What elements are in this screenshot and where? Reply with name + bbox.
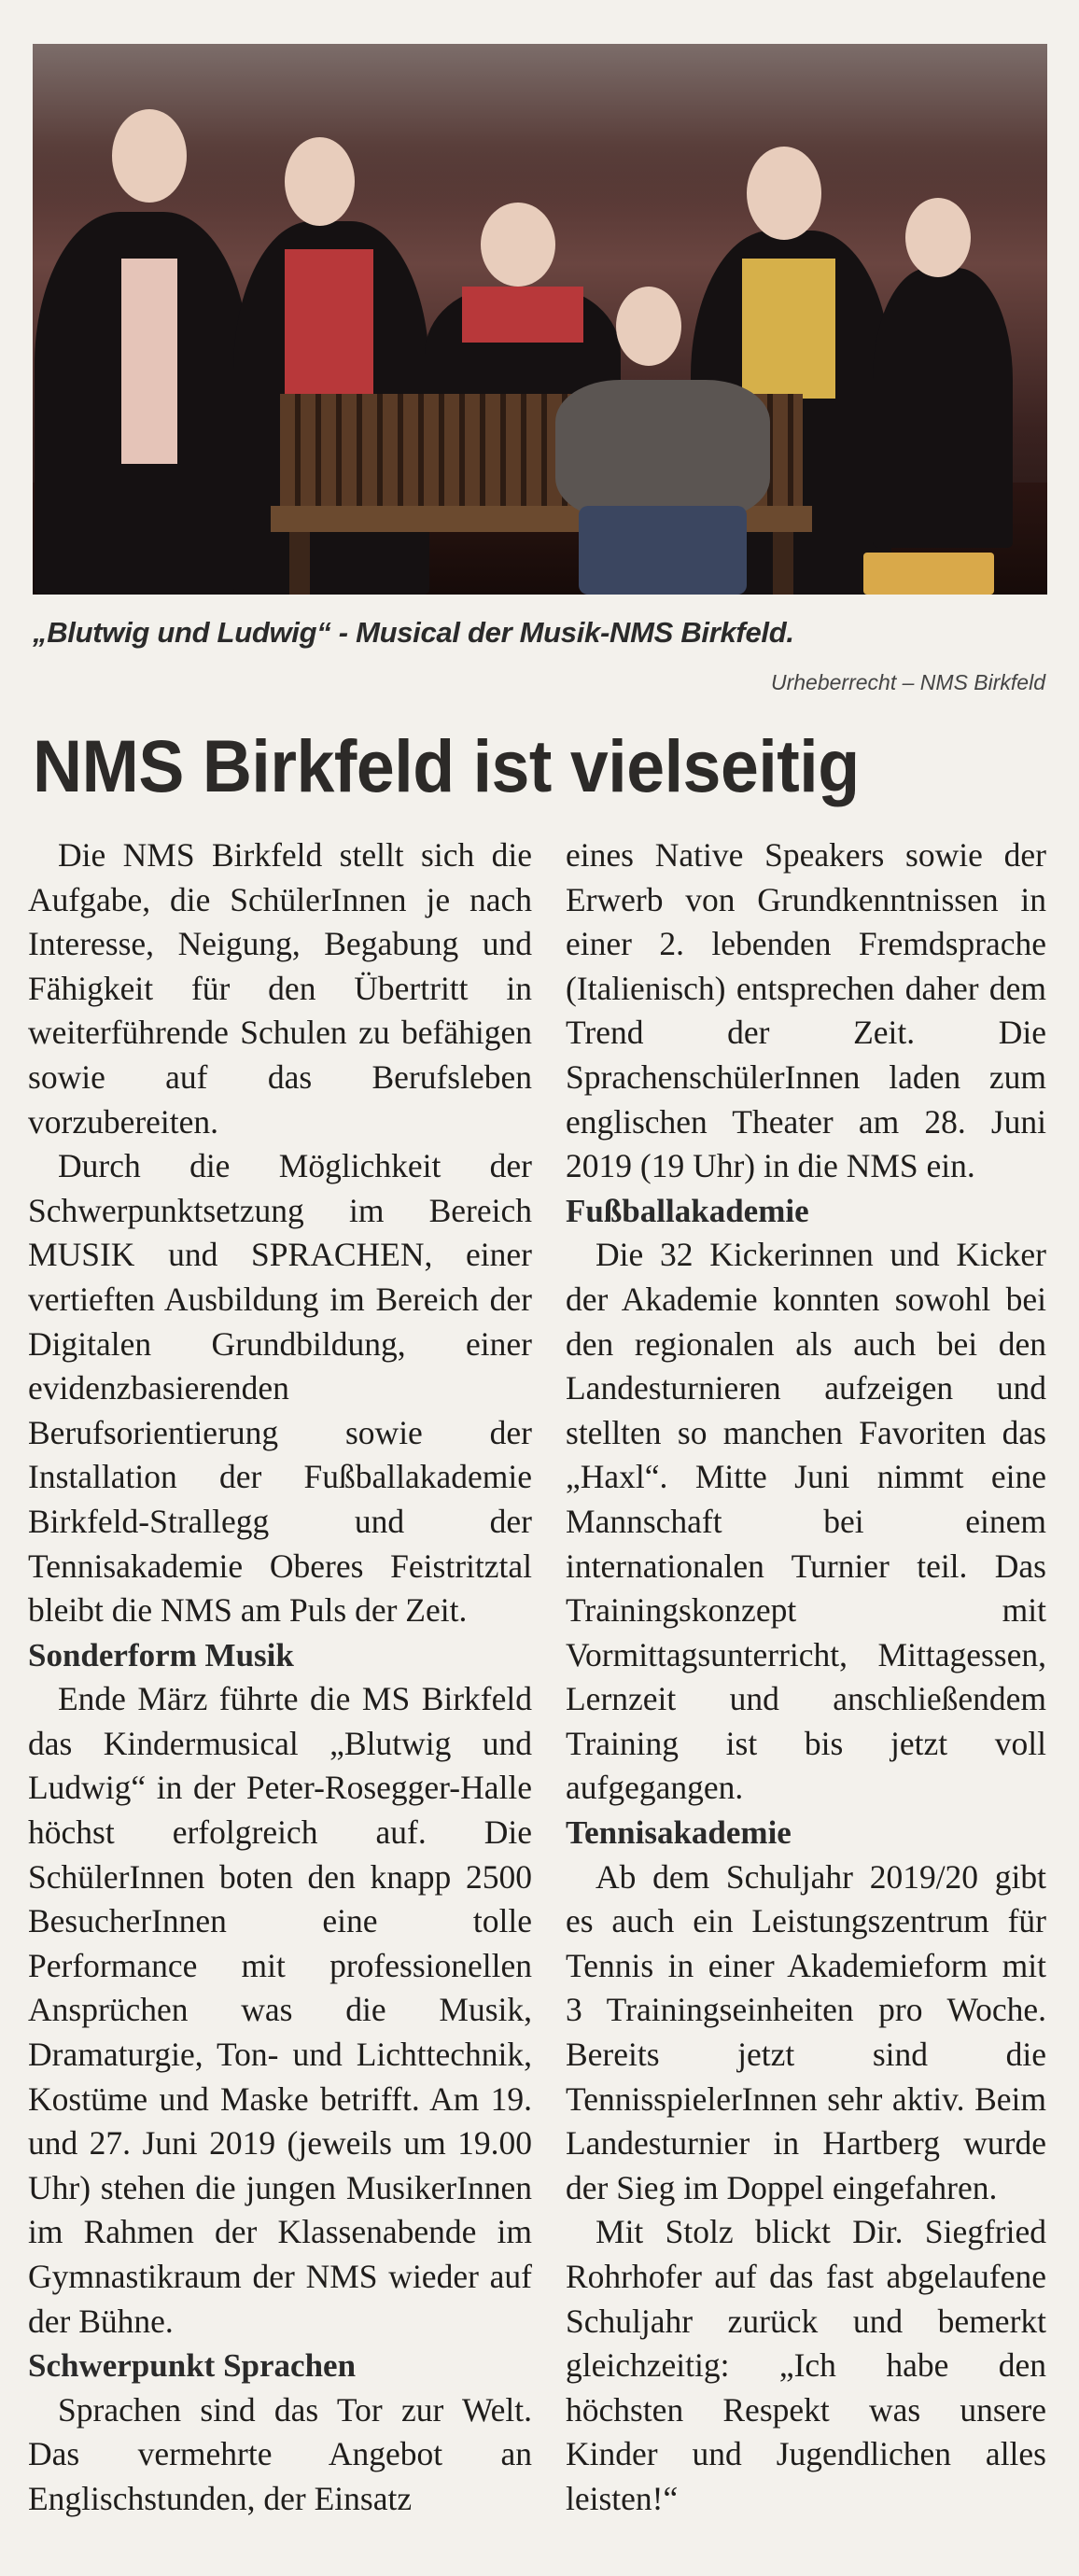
paragraph: Durch die Möglichkeit der Schwerpunktsetzung im Bereich MUSIK und SPRACHEN, einer vertieften Ausbildung im Bereich der Digitalen Grundbildung, einer evidenzbasierenden Berufsorientierung sowie der Installation der Fußballakademie Birkfeld-Strallegg und der Tennisakademie Oberes Feistritztal bleibt die NMS am Puls der Zeit. xyxy=(28,1147,532,1630)
performer-legs xyxy=(579,506,747,595)
performer-costume xyxy=(742,259,835,399)
performer-figure xyxy=(873,268,1013,548)
performer-face xyxy=(905,198,971,277)
section-heading-fussball: Fußballakademie xyxy=(566,1192,809,1229)
performer-costume xyxy=(285,249,373,417)
performer-costume xyxy=(121,259,177,464)
performer-face xyxy=(112,109,187,203)
performer-face xyxy=(616,287,681,366)
seated-performer xyxy=(555,380,770,520)
musical-photo xyxy=(33,44,1047,595)
section-heading-tennis: Tennisakademie xyxy=(566,1814,792,1852)
photo-caption: „Blutwig und Ludwig“ - Musical der Musik-NMS Birkfeld. xyxy=(33,616,794,649)
performer-face xyxy=(747,147,821,240)
paragraph: Mit Stolz blickt Dir. Siegfried Rohrhofer auf das fast abgelaufene Schuljahr zurück und bemerkt gleichzeitig: „Ich habe den höchsten Respekt was unsere Kinder und Jugendlichen alles leisten!“ xyxy=(566,2213,1046,2517)
article-column-right xyxy=(566,833,1046,2522)
photo-credit: Urheberrecht – NMS Birkfeld xyxy=(771,670,1045,694)
paragraph: Sprachen sind das Tor zur Welt. Das vermehrte Angebot an Englischstunden, der Einsatz xyxy=(28,2390,532,2517)
paragraph: eines Native Speakers sowie der Erwerb von Grundkenntnissen in einer 2. lebenden Fremdsprache (Italienisch) entsprechen daher dem Trend der Zeit. Die SprachenschülerInnen laden zum englischen Theater am 28. Juni 2019 (19 Uhr) in die NMS ein. xyxy=(566,836,1046,1185)
performer-face xyxy=(285,137,355,226)
stage-backdrop xyxy=(33,44,1047,212)
paragraph: Ab dem Schuljahr 2019/20 gibt es auch ein Leistungszentrum für Tennis in einer Akademieform mit 3 Trainingseinheiten pro Woche. Bereits jetzt sind die TennisspielerInnen sehr aktiv. Beim Landesturnier in Hartberg wurde der Sieg im Doppel eingefahren. xyxy=(566,1857,1046,2206)
performer-face xyxy=(481,203,555,287)
paragraph: Die 32 Kickerinnen und Kicker der Akademie konnten sowohl bei den regionalen als auch bei den Landesturnieren aufzeigen und stellten so manchen Favoriten das „Haxl“. Mitte Juni nimmt eine Mannschaft bei einem internationalen Turnier teil. Das Trainingskonzept mit Vormittagsunterricht, Mittagessen, Lernzeit und anschließendem Training ist bis jetzt voll aufgegangen. xyxy=(566,1236,1046,1807)
paragraph: Die NMS Birkfeld stellt sich die Aufgabe, die SchülerInnen je nach Interesse, Neigung, Begabung und Fähigkeit für den Übertritt in weiterführende Schulen zu befähigen sowie auf das Berufsleben vorzubereiten. xyxy=(28,836,532,1141)
section-heading-musik: Sonderform Musik xyxy=(28,1636,294,1673)
paragraph: Ende März führte die MS Birkfeld das Kindermusical „Blutwig und Ludwig“ in der Peter-Rosegger-Halle höchst erfolgreich auf. Die SchülerInnen boten den knapp 2500 BesucherInnen eine tolle Performance mit professionellen Ansprüchen was die Musik, Dramaturgie, Ton- und Lichttechnik, Kostüme und Maske betrifft. Am 19. und 27. Juni 2019 (jeweils um 19.00 Uhr) stehen die jungen MusikerInnen im Rahmen der Klassenabende im Gymnastikraum der NMS wieder auf der Bühne. xyxy=(28,1680,532,2340)
performer-costume xyxy=(462,287,583,343)
prop-bucket xyxy=(863,553,994,595)
article-headline: NMS Birkfeld ist vielseitig xyxy=(33,724,860,807)
section-heading-sprachen: Schwerpunkt Sprachen xyxy=(28,2347,357,2385)
article-column-left xyxy=(28,833,532,2522)
